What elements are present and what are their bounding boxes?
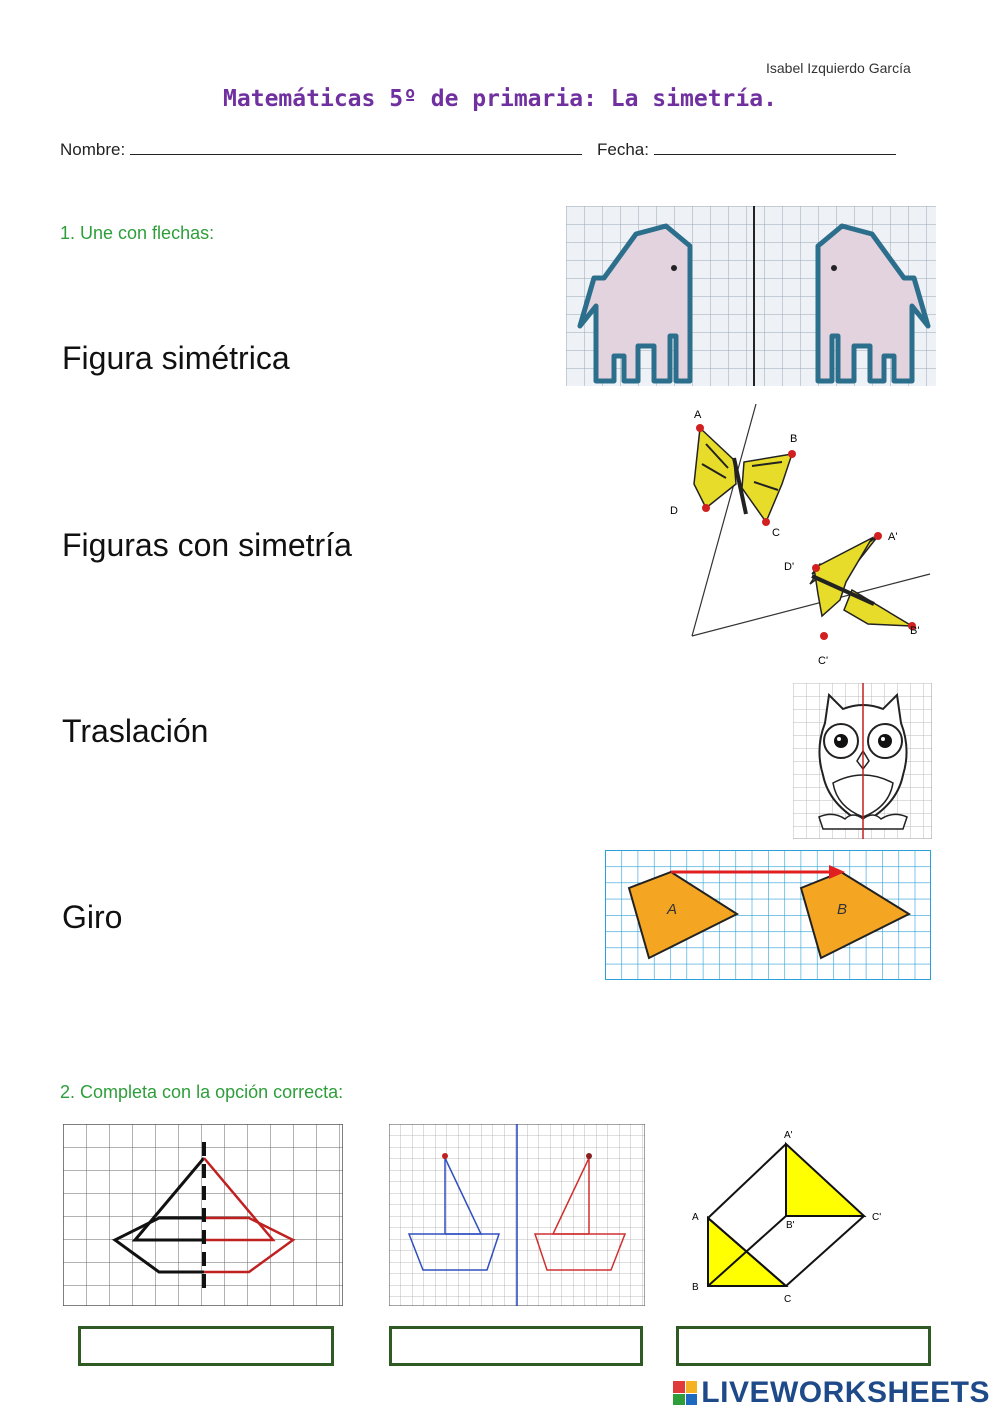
owl-symmetry-image[interactable] [793, 683, 932, 839]
point-label-b: B [692, 1282, 699, 1293]
liveworksheets-watermark [673, 1376, 990, 1410]
watermark-text: LIVEWORKSHEETS [701, 1376, 990, 1409]
point-label-d: D [670, 505, 678, 517]
page-title: Matemáticas 5º de primaria: La simetría. [223, 86, 777, 112]
date-input-line[interactable] [654, 138, 896, 155]
point-label-a: A [694, 409, 702, 421]
exercise-2-instruction: 2. Completa con la opción correcta: [60, 1082, 344, 1102]
elephant-symmetry-image[interactable] [566, 206, 936, 386]
mirrored-sailboats-image [389, 1124, 645, 1306]
point-label-c: C [772, 527, 780, 539]
point-label-c: C [784, 1294, 792, 1305]
point-label-a-prime: A' [888, 531, 898, 543]
exercise-1-instruction: 1. Une con flechas: [60, 223, 215, 243]
name-input-line[interactable] [130, 138, 582, 155]
shape-label-a: A [667, 901, 678, 918]
label-traslacion[interactable]: Traslación [62, 713, 209, 749]
point-label-c-prime: C' [818, 655, 829, 667]
date-field-row [597, 138, 896, 160]
point-label-b-prime: B' [786, 1220, 795, 1231]
translation-image[interactable] [605, 850, 931, 980]
butterfly-rotation-image[interactable] [662, 404, 934, 670]
answer-box-2[interactable] [389, 1326, 643, 1366]
point-label-a: A [692, 1212, 699, 1223]
name-label: Nombre: [60, 140, 126, 159]
point-label-a-prime: A' [784, 1130, 793, 1141]
point-label-d-prime: D' [784, 561, 795, 573]
author-name: Isabel Izquierdo García [766, 60, 911, 76]
triangle-translation-image [680, 1124, 890, 1306]
label-giro[interactable]: Giro [62, 899, 123, 935]
point-label-b-prime: B' [910, 625, 920, 637]
shape-label-b: B [837, 901, 848, 918]
answer-box-1[interactable] [78, 1326, 334, 1366]
answer-box-3[interactable] [676, 1326, 931, 1366]
label-figuras-con-simetria[interactable]: Figuras con simetría [62, 527, 352, 563]
butterfly-rotated [810, 532, 916, 640]
point-label-c-prime: C' [872, 1212, 882, 1223]
sailboat-completion-image [63, 1124, 343, 1306]
name-field-row [60, 138, 582, 160]
point-label-b: B [790, 433, 798, 445]
butterfly-original [694, 424, 796, 526]
label-figura-simetrica[interactable]: Figura simétrica [62, 340, 290, 376]
date-label: Fecha: [597, 140, 649, 159]
liveworksheets-logo-icon [673, 1381, 697, 1405]
